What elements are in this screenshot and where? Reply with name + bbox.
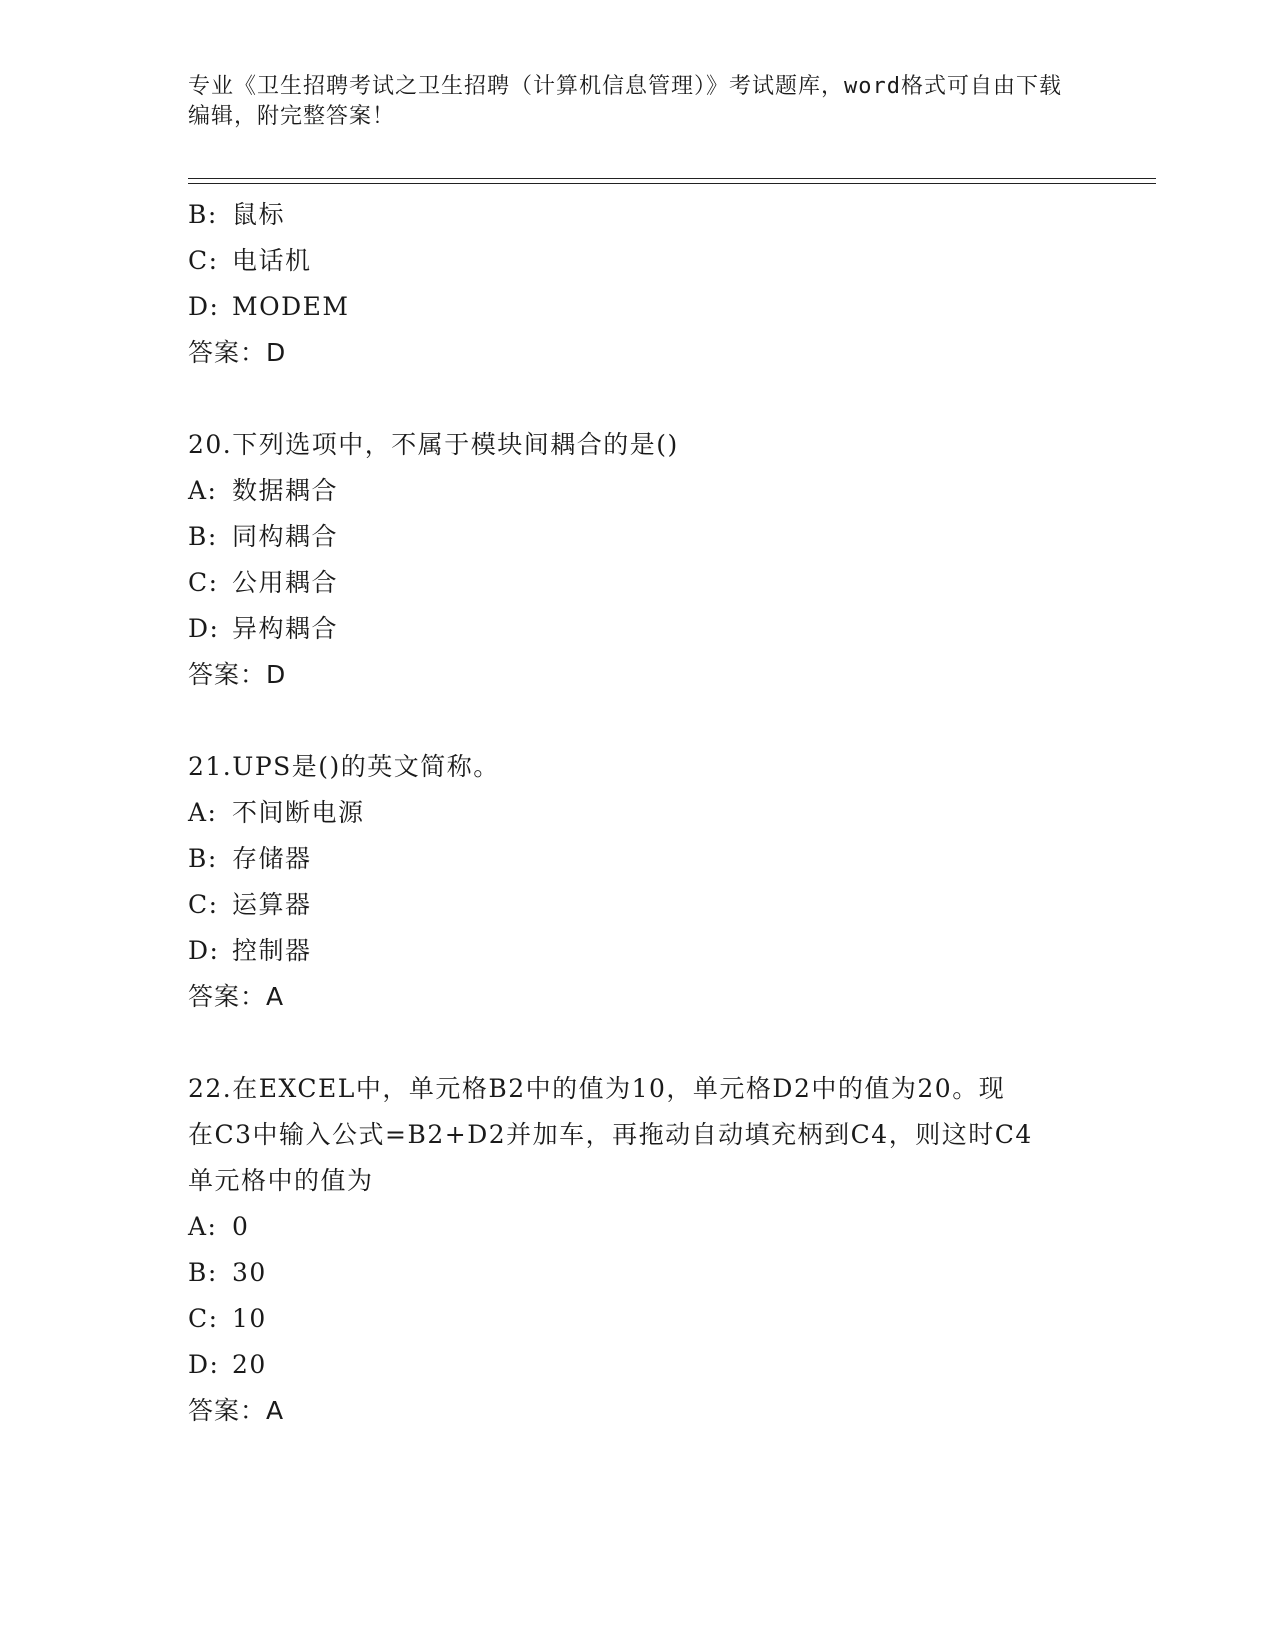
answer-option: [188, 1204, 1088, 1250]
option-text: 30: [232, 1258, 267, 1287]
option-text: 同构耦合: [232, 522, 339, 551]
header-divider-top: [188, 178, 1156, 179]
question-block: [188, 192, 1088, 376]
answer-option: [188, 836, 1088, 882]
option-text: 不间断电源: [232, 798, 365, 827]
answer-key: 答案：A: [188, 1396, 285, 1425]
answer-key: 答案：A: [188, 982, 285, 1011]
question-block: [188, 1020, 1088, 1434]
document-header: 专业《卫生招聘考试之卫生招聘（计算机信息管理）》考试题库，word格式可自由下载编辑，附完整答案！: [188, 74, 1062, 129]
question-spacer: [188, 698, 1088, 744]
option-text: 存储器: [232, 844, 312, 873]
option-letter: C:: [188, 246, 219, 275]
option-letter: D:: [188, 614, 220, 643]
option-text: 运算器: [232, 890, 312, 919]
question-block: [188, 698, 1088, 1020]
question-stem: 20.下列选项中，不属于模块间耦合的是(): [188, 430, 679, 459]
option-letter: C:: [188, 1304, 219, 1333]
option-letter: A:: [188, 476, 218, 505]
answer-option: [188, 284, 1088, 330]
question-spacer: [188, 1020, 1088, 1066]
answer-option: [188, 1342, 1088, 1388]
question-spacer: [188, 376, 1088, 422]
answer-option: [188, 790, 1088, 836]
answer-option: [188, 606, 1088, 652]
option-text: 0: [232, 1212, 250, 1241]
option-text: 鼠标: [232, 200, 286, 229]
option-letter: D:: [188, 1350, 220, 1379]
option-text: 20: [232, 1350, 267, 1379]
answer-option: [188, 238, 1088, 284]
question-stem: 21.UPS是()的英文简称。: [188, 752, 500, 781]
question-list: [188, 192, 1088, 1434]
option-letter: D:: [188, 292, 220, 321]
answer-option: [188, 468, 1088, 514]
answer-option: [188, 1296, 1088, 1342]
option-text: 10: [232, 1304, 267, 1333]
question-block: [188, 376, 1088, 698]
option-letter: B:: [188, 522, 218, 551]
answer-option: [188, 1250, 1088, 1296]
question-stem: 单元格中的值为: [188, 1166, 374, 1195]
option-text: 异构耦合: [232, 614, 339, 643]
option-letter: A:: [188, 798, 218, 827]
answer-option: [188, 514, 1088, 560]
header-divider-bottom: [188, 183, 1156, 184]
option-text: 电话机: [232, 246, 312, 275]
answer-option: [188, 192, 1088, 238]
option-letter: C:: [188, 568, 219, 597]
option-letter: B:: [188, 200, 218, 229]
option-text: MODEM: [232, 292, 350, 321]
option-text: 数据耦合: [232, 476, 339, 505]
option-letter: B:: [188, 1258, 218, 1287]
answer-option: [188, 560, 1088, 606]
option-text: 公用耦合: [232, 568, 339, 597]
option-letter: A:: [188, 1212, 218, 1241]
answer-key: 答案：D: [188, 660, 287, 689]
answer-key: 答案：D: [188, 338, 287, 367]
option-letter: B:: [188, 844, 218, 873]
question-stem: 22.在EXCEL中，单元格B2中的值为10，单元格D2中的值为20。现: [188, 1074, 1006, 1103]
answer-option: [188, 928, 1088, 974]
option-text: 控制器: [232, 936, 312, 965]
answer-option: [188, 882, 1088, 928]
option-letter: C:: [188, 890, 219, 919]
option-letter: D:: [188, 936, 220, 965]
question-stem: 在C3中输入公式=B2+D2并加车，再拖动自动填充柄到C4，则这时C4: [188, 1120, 1033, 1149]
